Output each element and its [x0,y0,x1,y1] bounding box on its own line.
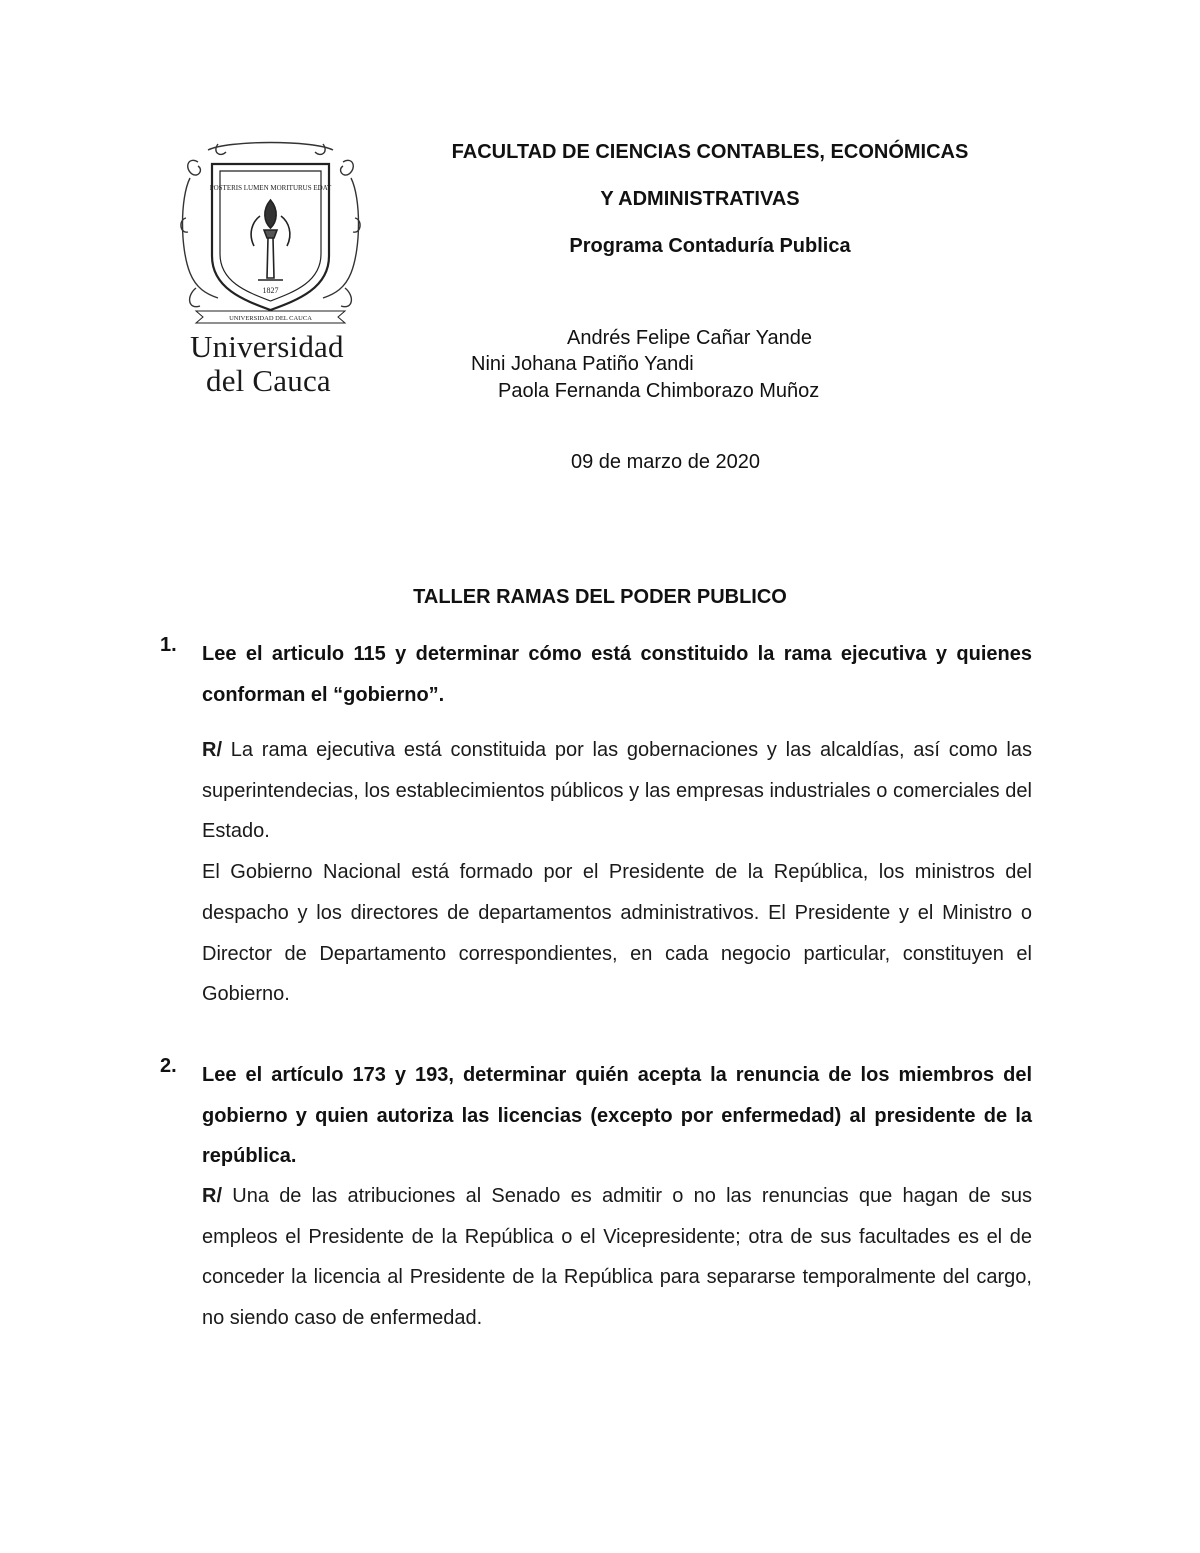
seal-ribbon-text: UNIVERSIDAD DEL CAUCA [229,315,312,322]
university-name [190,330,370,398]
university-name-line1: Universidad [190,329,344,364]
answer-paragraph [202,730,1032,852]
answer-prefix: R/ [202,739,222,761]
program-title: Programa Contaduría Publica [569,235,851,257]
author-name: Paola Fernanda Chimborazo Muñoz [498,380,820,402]
seal-year: 1827 [262,286,279,295]
seal-motto: POSTERIS LUMEN MORITURUS EDAT [209,184,332,192]
answer-text: Una de las atribuciones al Senado es admitir o no las renuncias que hagan de sus empleos el Presidente de la República o el Vicepresidente; otra de sus facultades es el de conceder la licencia al Presidente de la República para separarse temporalmente del cargo, no siendo caso de enfermedad. [202,1185,1032,1330]
author-name: Andrés Felipe Cañar Yande [567,327,812,349]
university-name-line2: del Cauca [206,363,331,398]
faculty-title-line1: FACULTAD DE CIENCIAS CONTABLES, ECONÓMICAS [451,141,969,163]
question-number: 2. [160,1055,177,1077]
answer-paragraph: El Gobierno Nacional está formado por el Presidente de la República, los ministros del despacho y los directores de departamentos administrativos. El Presidente y el Ministro o Director de Departamento correspondientes, en cada negocio particular, constituyen el Gobierno. [202,861,1032,1006]
question-text: Lee el articulo 115 y determinar cómo está constituido la rama ejecutiva y quienes conforman el “gobierno”. [202,643,1032,706]
question-text: Lee el artículo 173 y 193, determinar quién acepta la renuncia de los miembros del gobierno y quien autoriza las licencias (excepto por enfermedad) al presidente de la república. [202,1064,1032,1167]
seal-emblem-icon [178,138,363,323]
question-2 [160,1055,1032,1177]
question-1 [160,634,1032,715]
question-number: 1. [160,634,177,656]
answer-paragraph [202,1176,1032,1339]
workshop-title: TALLER RAMAS DEL PODER PUBLICO [413,586,787,608]
answer-1 [202,730,1032,1015]
answer-text: La rama ejecutiva está constituida por las gobernaciones y las alcaldías, así como las superintendecias, los establecimientos públicos y las empresas industriales o comerciales del Estado. [202,739,1032,843]
document-date: 09 de marzo de 2020 [571,451,761,473]
answer-prefix: R/ [202,1185,222,1207]
answer-2 [202,1176,1032,1339]
author-name: Nini Johana Patiño Yandi [471,353,694,375]
faculty-title-line2: Y ADMINISTRATIVAS [600,188,800,210]
